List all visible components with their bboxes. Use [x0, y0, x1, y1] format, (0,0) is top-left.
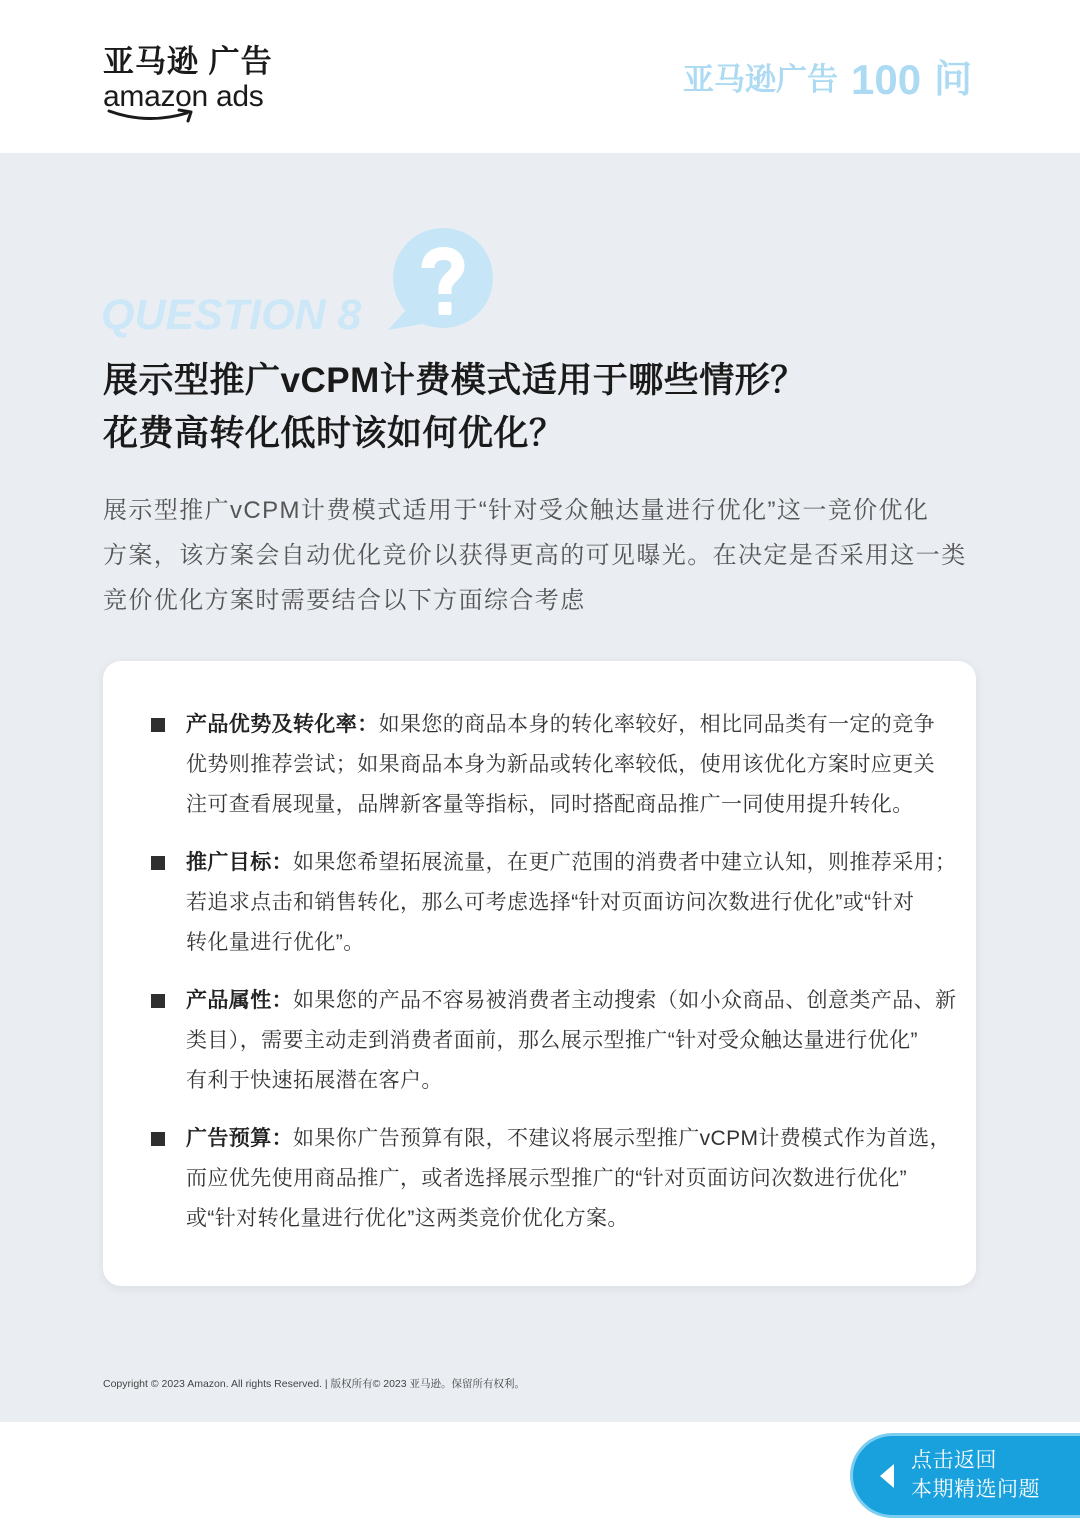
list-item — [103, 1119, 976, 1239]
item-text: 如果您希望拓展流量，在更广范围的消费者中建立认知，则推荐采用； — [293, 851, 957, 874]
series-number: 100 — [851, 56, 922, 103]
item-line: 注可查看展现量，品牌新客量等指标，同时搭配商品推广一同使用提升转化。 — [186, 793, 914, 816]
item-line: 或“针对转化量进行优化”这两类竞价优化方案。 — [186, 1207, 629, 1230]
back-button-line: 本期精选问题 — [911, 1478, 1040, 1501]
title-line: 花费高转化低时该如何优化？ — [103, 414, 565, 453]
list-item — [103, 843, 976, 963]
item-line — [186, 843, 976, 883]
item-line: 若追求点击和销售转化，那么可考虑选择“针对页面访问次数进行优化”或“针对 — [186, 891, 915, 914]
question-title — [103, 354, 973, 460]
back-to-questions-button[interactable] — [850, 1433, 1080, 1518]
item-label: 广告预算： — [186, 1127, 293, 1150]
item-line: 转化量进行优化”。 — [186, 931, 365, 954]
item-line — [186, 705, 976, 745]
item-label: 推广目标： — [186, 851, 293, 874]
question-number: QUESTION 8 — [101, 291, 362, 339]
logo-english-text: amazon ads — [103, 80, 264, 113]
question-mark-dot — [439, 302, 452, 315]
item-text: 如果您的产品不容易被消费者主动搜索（如小众商品、创意类产品、新 — [293, 989, 957, 1012]
considerations-card — [103, 661, 976, 1286]
back-button-label — [911, 1446, 1040, 1504]
item-label: 产品属性： — [186, 989, 293, 1012]
question-content — [0, 153, 1080, 1422]
smile-curve — [109, 111, 187, 119]
copyright-notice: Copyright © 2023 Amazon. All rights Reserved. | 版权所有© 2023 亚马逊。保留所有权利。 — [103, 1378, 526, 1390]
item-text: 如果您的商品本身的转化率较好，相比同品类有一定的竞争 — [378, 713, 936, 736]
back-button-line: 点击返回 — [911, 1449, 997, 1472]
item-line — [186, 981, 976, 1021]
item-label: 产品优势及转化率： — [186, 713, 379, 736]
bullet-square-icon — [151, 994, 165, 1008]
bullet-square-icon — [151, 856, 165, 870]
item-text: 如果你广告预算有限，不建议将展示型推广vCPM计费模式作为首选， — [293, 1127, 951, 1150]
considerations-list — [103, 705, 976, 1239]
back-arrow-icon — [880, 1464, 894, 1488]
question-bubble-icon — [386, 226, 496, 334]
intro-line: 展示型推广vCPM计费模式适用于“针对受众触达量进行优化”这一竞价优化 — [103, 497, 930, 524]
logo-chinese-text: 亚马逊 广告 — [103, 44, 273, 79]
item-line — [186, 1119, 976, 1159]
item-line: 有利于快速拓展潜在客户。 — [186, 1069, 443, 1092]
intro-line: 竞价优化方案时需要结合以下方面综合考虑 — [103, 587, 586, 614]
bullet-square-icon — [151, 1132, 165, 1146]
bullet-square-icon — [151, 718, 165, 732]
amazon-smile-icon — [107, 108, 199, 124]
list-item — [103, 981, 976, 1101]
series-name: 亚马逊广告 — [683, 62, 838, 97]
series-suffix: 问 — [934, 59, 973, 101]
intro-paragraph — [103, 488, 976, 623]
item-line: 而应优先使用商品推广，或者选择展示型推广的“针对页面访问次数进行优化” — [186, 1167, 907, 1190]
list-item — [103, 705, 976, 825]
item-line: 优势则推荐尝试；如果商品本身为新品或转化率较低，使用该优化方案时应更关 — [186, 753, 935, 776]
page-header — [0, 0, 1080, 153]
title-line: 展示型推广vCPM计费模式适用于哪些情形？ — [103, 361, 806, 400]
intro-line: 方案，该方案会自动优化竞价以获得更高的可见曝光。在决定是否采用这一类 — [103, 542, 967, 569]
amazon-ads-logo — [103, 42, 283, 128]
item-line: 类目），需要主动走到消费者面前，那么展示型推广“针对受众触达量进行优化” — [186, 1029, 918, 1052]
